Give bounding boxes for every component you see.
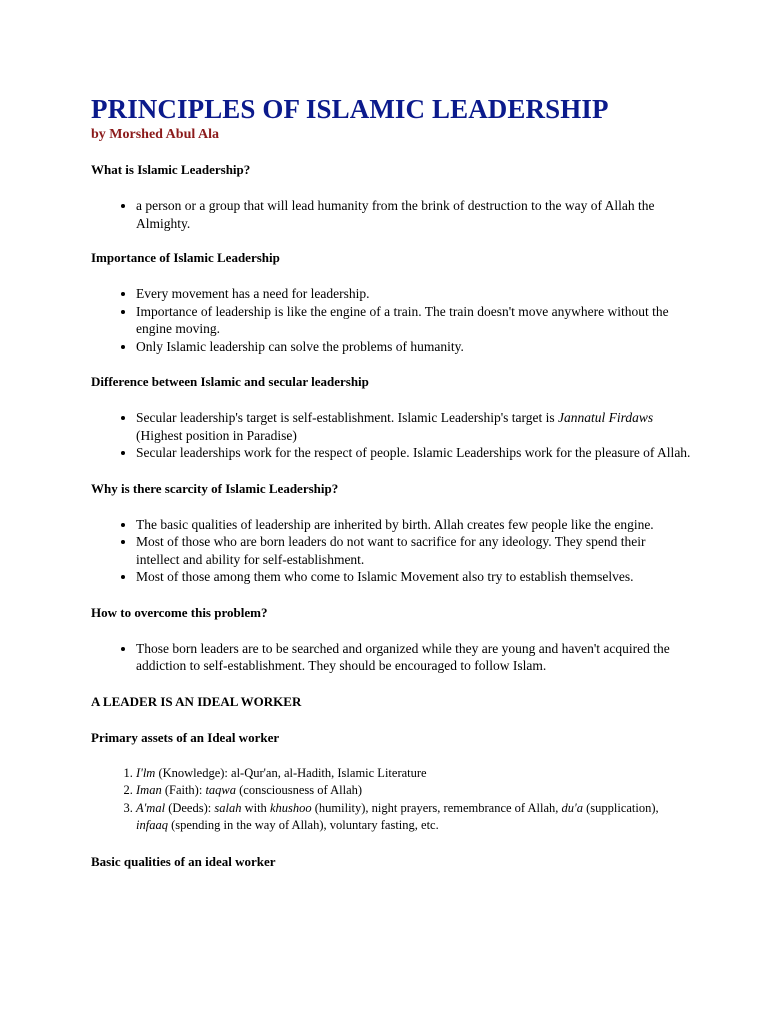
- list-item: [136, 782, 691, 800]
- document-page: [91, 92, 691, 870]
- list-item-text: (Knowledge): al-Qur'an, al-Hadith, Islamic Literature: [155, 765, 427, 780]
- list-item: [136, 409, 691, 444]
- numbered-list-primary-assets: [91, 765, 691, 835]
- arabic-term: du'a: [561, 800, 583, 815]
- list-item: • a person or a group that will lead humanity from the brink of destruction to the way of Allah the Almighty.: [136, 197, 691, 232]
- author-byline: by Morshed Abul Ala: [91, 127, 219, 142]
- bullet-list-difference: [91, 409, 691, 462]
- bullet-list-scarcity: [91, 516, 691, 586]
- section-heading-scarcity: Why is there scarcity of Islamic Leadership?: [91, 480, 339, 496]
- list-item: • The basic qualities of leadership are inherited by birth. Allah creates few people like the engine.: [136, 516, 691, 534]
- section-heading-what-is: What is Islamic Leadership?: [91, 162, 251, 177]
- list-item-text: (Faith):: [161, 783, 206, 797]
- list-item: • Secular leaderships work for the respect of people. Islamic Leaderships work for the pleasure of Allah.: [136, 444, 691, 462]
- list-item-text: (Deeds):: [165, 800, 215, 815]
- list-item-text: (humility), night prayers, remembrance of Allah,: [311, 800, 562, 815]
- list-item-text: (Highest position in Paradise): [136, 427, 297, 443]
- arabic-term: Iman: [136, 783, 162, 797]
- list-item: • Importance of leadership is like the engine of a train. The train doesn't move anywhere without the engine moving.: [136, 303, 691, 338]
- section-heading-overcome: How to overcome this problem?: [91, 604, 268, 620]
- section-heading-primary-assets: Primary assets of an Ideal worker: [91, 729, 280, 745]
- list-item: • Most of those who are born leaders do not want to sacrifice for any ideology. They spend their intellect and ability for self-establishment.: [136, 533, 691, 568]
- document-title: PRINCIPLES OF ISLAMIC LEADERSHIP: [91, 94, 609, 124]
- arabic-term: A'mal: [136, 800, 166, 815]
- list-item: [136, 800, 691, 835]
- list-item-text: (supplication),: [582, 800, 659, 815]
- arabic-term: salah: [214, 800, 242, 815]
- list-item-text: with: [241, 800, 270, 815]
- list-item: [136, 765, 691, 783]
- arabic-term: taqwa: [205, 783, 237, 797]
- arabic-term: I'lm: [136, 765, 156, 780]
- arabic-term: infaaq: [136, 818, 168, 832]
- bullet-list-overcome: [91, 640, 691, 675]
- arabic-term: Jannatul Firdaws: [558, 410, 654, 425]
- list-item: • Those born leaders are to be searched and organized while they are young and haven't acquired the addiction to self-establishment. They should be encouraged to follow Islam.: [136, 640, 691, 675]
- section-heading-importance: Importance of Islamic Leadership: [91, 250, 280, 265]
- list-item-text: (consciousness of Allah): [236, 783, 363, 797]
- list-item: • Most of those among them who come to Islamic Movement also try to establish themselves.: [136, 568, 691, 586]
- arabic-term: khushoo: [269, 800, 312, 815]
- section-heading-basic-qualities: Basic qualities of an ideal worker: [91, 853, 276, 869]
- list-item-text: Secular leadership's target is self-establishment. Islamic Leadership's target is: [136, 410, 558, 425]
- section-heading-ideal-worker: A LEADER IS AN IDEAL WORKER: [91, 693, 302, 709]
- list-item: • Only Islamic leadership can solve the problems of humanity.: [136, 338, 691, 356]
- list-item: • Every movement has a need for leadership.: [136, 285, 691, 303]
- bullet-list-importance: [91, 285, 691, 355]
- bullet-list-what-is: [91, 197, 691, 232]
- section-heading-difference: Difference between Islamic and secular leadership: [91, 374, 369, 389]
- list-item-text: (spending in the way of Allah), voluntary fasting, etc.: [167, 818, 439, 832]
